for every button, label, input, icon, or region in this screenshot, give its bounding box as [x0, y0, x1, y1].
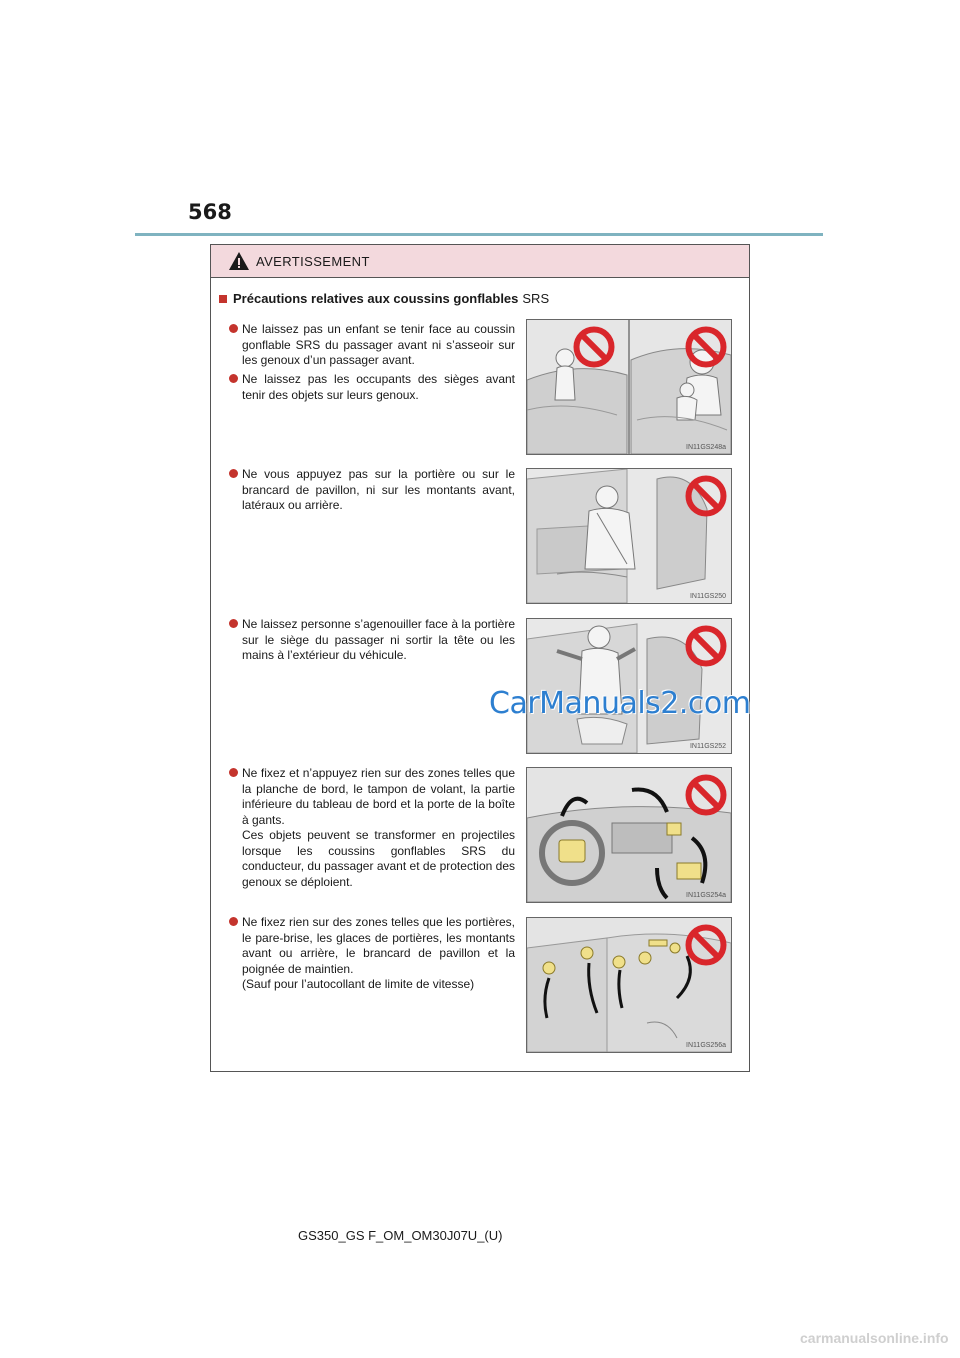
footer-site: carmanualsonline.info — [800, 1330, 949, 1346]
warning-header — [211, 245, 749, 278]
bullet-dot-icon — [229, 768, 238, 777]
bullet-item — [229, 766, 515, 890]
bullet-text: Ne laissez pas un enfant se tenir face au coussin gonflable SRS du passager avant ni s’asseoir sur les genoux d’un passager avant. — [242, 322, 515, 367]
section-heading-text: Précautions relatives aux coussins gonflables — [233, 291, 519, 306]
footer-code: GS350_GS F_OM_OM30J07U_(U) — [298, 1228, 503, 1243]
bullet-dot-icon — [229, 917, 238, 926]
figure-leaning-door — [526, 468, 732, 604]
page-number: 568 — [188, 200, 232, 224]
figure-interior — [526, 917, 732, 1053]
warning-title: AVERTISSEMENT — [256, 253, 370, 269]
prohibition-icon — [685, 625, 727, 667]
bullet-text: Ne laissez personne s’agenouiller face à la portière sur le siège du passager ni sortir la tête ou les mains à l’extérieur du véhicule. — [242, 617, 515, 662]
section-heading — [219, 291, 549, 306]
section-heading-suffix: SRS — [522, 291, 550, 306]
bullet-text: Ne fixez rien sur des zones telles que les portières, le pare-brise, les glaces de portières, les montants avant ou arrière, le brancard de pavillon et la poignée de maintien. (Sauf pour l’autocollant de limite de vitesse) — [242, 915, 515, 991]
bullet-item — [229, 322, 515, 369]
prohibition-icon — [573, 326, 615, 368]
bullet-item — [229, 915, 515, 993]
figure-code: IN11GS248a — [686, 444, 726, 451]
warning-triangle-icon — [228, 251, 250, 271]
prohibition-icon — [685, 924, 727, 966]
prohibition-icon — [685, 475, 727, 517]
bullet-text: Ne laissez pas les occupants des sièges avant tenir des objets sur leurs genoux. — [242, 372, 515, 402]
bullet-item — [229, 372, 515, 403]
figure-code: IN11GS254a — [686, 892, 726, 899]
warning-box — [210, 244, 750, 1072]
prohibition-icon — [685, 774, 727, 816]
bullet-dot-icon — [229, 374, 238, 383]
prohibition-icon — [685, 326, 727, 368]
figure-code: IN11GS256a — [686, 1042, 726, 1049]
bullet-item — [229, 467, 515, 514]
bullet-text: Ne fixez et n’appuyez rien sur des zones telles que la planche de bord, le tampon de volant, la partie inférieure du tableau de bord et la porte de la boîte à gants. Ces objets peuvent se transformer en projectiles lorsque les coussins gonflables SRS du conducteur, du passager avant et de protection des genoux se déploient. — [242, 766, 515, 889]
figure-dashboard — [526, 767, 732, 903]
watermark: CarManuals2.com — [489, 686, 751, 721]
figure-code: IN11GS250 — [689, 593, 726, 600]
bullet-dot-icon — [229, 619, 238, 628]
bullet-dot-icon — [229, 324, 238, 333]
bullet-dot-icon — [229, 469, 238, 478]
figure-code: IN11GS252 — [689, 743, 726, 750]
header-rule — [135, 233, 823, 236]
section-marker-icon — [219, 295, 227, 303]
figure-child-passenger — [526, 319, 732, 455]
bullet-item — [229, 617, 515, 664]
bullet-text: Ne vous appuyez pas sur la portière ou sur le brancard de pavillon, ni sur les montants avant, latéraux ou arrière. — [242, 467, 515, 512]
